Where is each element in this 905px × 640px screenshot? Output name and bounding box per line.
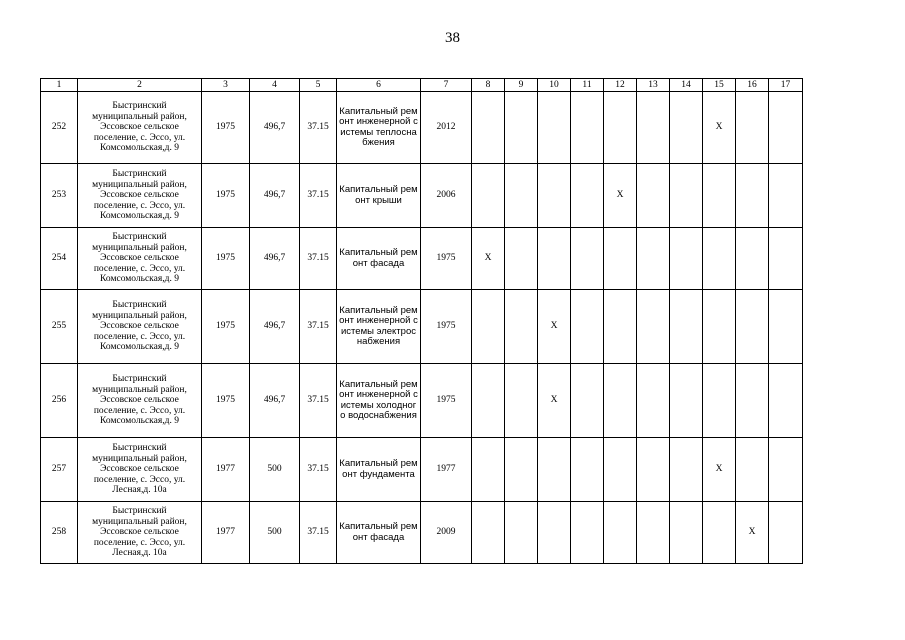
period-mark-cell <box>670 364 703 438</box>
period-mark-cell <box>604 290 637 364</box>
work-type-cell: Капитальный ремонт фасада <box>337 502 421 564</box>
last-repair-year-cell: 2006 <box>421 164 472 228</box>
period-mark-cell <box>472 164 505 228</box>
last-repair-year-cell: 1975 <box>421 290 472 364</box>
construction-year-cell: 1975 <box>202 364 250 438</box>
period-mark-cell: X <box>736 502 769 564</box>
period-mark-cell <box>571 502 604 564</box>
period-mark-cell <box>505 502 538 564</box>
area-cell: 496,7 <box>250 92 300 164</box>
period-mark-cell <box>538 92 571 164</box>
period-mark-cell <box>670 502 703 564</box>
last-repair-year-cell: 2009 <box>421 502 472 564</box>
column-number: 16 <box>736 79 769 92</box>
row-number: 258 <box>41 502 78 564</box>
period-mark-cell <box>571 364 604 438</box>
period-mark-cell <box>637 364 670 438</box>
period-mark-cell <box>538 164 571 228</box>
area-cell: 500 <box>250 502 300 564</box>
period-mark-cell <box>637 92 670 164</box>
period-mark-cell <box>604 438 637 502</box>
table-row <box>41 364 803 438</box>
period-mark-cell <box>604 92 637 164</box>
period-mark-cell <box>472 502 505 564</box>
period-mark-cell: X <box>538 364 571 438</box>
period-mark-cell <box>505 92 538 164</box>
period-mark-cell <box>769 164 803 228</box>
period-mark-cell <box>637 502 670 564</box>
period-mark-cell <box>571 92 604 164</box>
address-cell: Быстринский муниципальный район, Эссовское сельское поселение, с. Эссо, ул. Лесная,д. 10а <box>78 502 202 564</box>
column-number: 4 <box>250 79 300 92</box>
table-row <box>41 164 803 228</box>
column-number: 7 <box>421 79 472 92</box>
area-cell: 496,7 <box>250 228 300 290</box>
period-mark-cell: X <box>538 290 571 364</box>
period-mark-cell <box>637 290 670 364</box>
period-mark-cell <box>769 364 803 438</box>
period-mark-cell <box>472 92 505 164</box>
period-mark-cell <box>571 290 604 364</box>
construction-year-cell: 1975 <box>202 228 250 290</box>
period-mark-cell: X <box>703 92 736 164</box>
row-number: 257 <box>41 438 78 502</box>
period-mark-cell: X <box>604 164 637 228</box>
period-mark-cell <box>670 228 703 290</box>
period-mark-cell <box>472 438 505 502</box>
last-repair-year-cell: 1975 <box>421 364 472 438</box>
construction-year-cell: 1977 <box>202 502 250 564</box>
period-mark-cell <box>769 438 803 502</box>
period-mark-cell <box>538 502 571 564</box>
period-mark-cell <box>703 364 736 438</box>
column-number: 2 <box>78 79 202 92</box>
period-mark-cell <box>736 164 769 228</box>
column-number: 9 <box>505 79 538 92</box>
address-cell: Быстринский муниципальный район, Эссовское сельское поселение, с. Эссо, ул. Комсомольская,д. 9 <box>78 290 202 364</box>
period-mark-cell <box>505 290 538 364</box>
work-type-cell: Капитальный ремонт инженерной системы холодного водоснабжения <box>337 364 421 438</box>
row-number: 254 <box>41 228 78 290</box>
period-mark-cell <box>505 228 538 290</box>
table-row <box>41 228 803 290</box>
period-mark-cell <box>736 290 769 364</box>
row-number: 255 <box>41 290 78 364</box>
period-mark-cell <box>736 228 769 290</box>
area-cell: 496,7 <box>250 290 300 364</box>
period-mark-cell <box>571 228 604 290</box>
last-repair-year-cell: 1975 <box>421 228 472 290</box>
area-cell: 500 <box>250 438 300 502</box>
repair-schedule-table <box>40 78 803 564</box>
work-type-cell: Капитальный ремонт крыши <box>337 164 421 228</box>
period-mark-cell <box>670 290 703 364</box>
code-cell: 37.15 <box>300 290 337 364</box>
last-repair-year-cell: 2012 <box>421 92 472 164</box>
column-number: 13 <box>637 79 670 92</box>
period-mark-cell <box>571 438 604 502</box>
period-mark-cell <box>505 164 538 228</box>
period-mark-cell <box>703 164 736 228</box>
period-mark-cell <box>703 290 736 364</box>
period-mark-cell <box>736 364 769 438</box>
period-mark-cell <box>604 228 637 290</box>
code-cell: 37.15 <box>300 92 337 164</box>
table-row <box>41 290 803 364</box>
period-mark-cell <box>472 364 505 438</box>
period-mark-cell <box>604 364 637 438</box>
column-number: 17 <box>769 79 803 92</box>
address-cell: Быстринский муниципальный район, Эссовское сельское поселение, с. Эссо, ул. Комсомольская,д. 9 <box>78 92 202 164</box>
period-mark-cell: X <box>703 438 736 502</box>
construction-year-cell: 1975 <box>202 290 250 364</box>
work-type-cell: Капитальный ремонт инженерной системы электроснабжения <box>337 290 421 364</box>
period-mark-cell <box>769 290 803 364</box>
page-number: 38 <box>445 30 460 46</box>
period-mark-cell <box>769 228 803 290</box>
work-type-cell: Капитальный ремонт фундамента <box>337 438 421 502</box>
period-mark-cell <box>769 92 803 164</box>
period-mark-cell <box>670 438 703 502</box>
table-row <box>41 92 803 164</box>
area-cell: 496,7 <box>250 364 300 438</box>
table-row <box>41 502 803 564</box>
construction-year-cell: 1977 <box>202 438 250 502</box>
period-mark-cell: X <box>472 228 505 290</box>
period-mark-cell <box>736 438 769 502</box>
column-number: 8 <box>472 79 505 92</box>
column-number: 1 <box>41 79 78 92</box>
construction-year-cell: 1975 <box>202 164 250 228</box>
construction-year-cell: 1975 <box>202 92 250 164</box>
work-type-cell: Капитальный ремонт инженерной системы теплоснабжения <box>337 92 421 164</box>
code-cell: 37.15 <box>300 364 337 438</box>
period-mark-cell <box>505 438 538 502</box>
period-mark-cell <box>604 502 637 564</box>
area-cell: 496,7 <box>250 164 300 228</box>
code-cell: 37.15 <box>300 502 337 564</box>
column-number: 3 <box>202 79 250 92</box>
period-mark-cell <box>769 502 803 564</box>
period-mark-cell <box>703 228 736 290</box>
period-mark-cell <box>571 164 604 228</box>
address-cell: Быстринский муниципальный район, Эссовское сельское поселение, с. Эссо, ул. Комсомольская,д. 9 <box>78 164 202 228</box>
code-cell: 37.15 <box>300 164 337 228</box>
address-cell: Быстринский муниципальный район, Эссовское сельское поселение, с. Эссо, ул. Комсомольская,д. 9 <box>78 228 202 290</box>
row-number: 252 <box>41 92 78 164</box>
column-number: 14 <box>670 79 703 92</box>
column-number: 6 <box>337 79 421 92</box>
period-mark-cell <box>670 92 703 164</box>
address-cell: Быстринский муниципальный район, Эссовское сельское поселение, с. Эссо, ул. Комсомольская,д. 9 <box>78 364 202 438</box>
period-mark-cell <box>538 438 571 502</box>
period-mark-cell <box>637 438 670 502</box>
period-mark-cell <box>538 228 571 290</box>
last-repair-year-cell: 1977 <box>421 438 472 502</box>
period-mark-cell <box>637 228 670 290</box>
period-mark-cell <box>472 290 505 364</box>
address-cell: Быстринский муниципальный район, Эссовское сельское поселение, с. Эссо, ул. Лесная,д. 10а <box>78 438 202 502</box>
column-number: 12 <box>604 79 637 92</box>
column-number: 5 <box>300 79 337 92</box>
code-cell: 37.15 <box>300 228 337 290</box>
period-mark-cell <box>736 92 769 164</box>
code-cell: 37.15 <box>300 438 337 502</box>
period-mark-cell <box>703 502 736 564</box>
column-number-row <box>41 79 803 92</box>
period-mark-cell <box>637 164 670 228</box>
column-number: 15 <box>703 79 736 92</box>
row-number: 256 <box>41 364 78 438</box>
table-row <box>41 438 803 502</box>
work-type-cell: Капитальный ремонт фасада <box>337 228 421 290</box>
column-number: 11 <box>571 79 604 92</box>
period-mark-cell <box>505 364 538 438</box>
period-mark-cell <box>670 164 703 228</box>
column-number: 10 <box>538 79 571 92</box>
row-number: 253 <box>41 164 78 228</box>
